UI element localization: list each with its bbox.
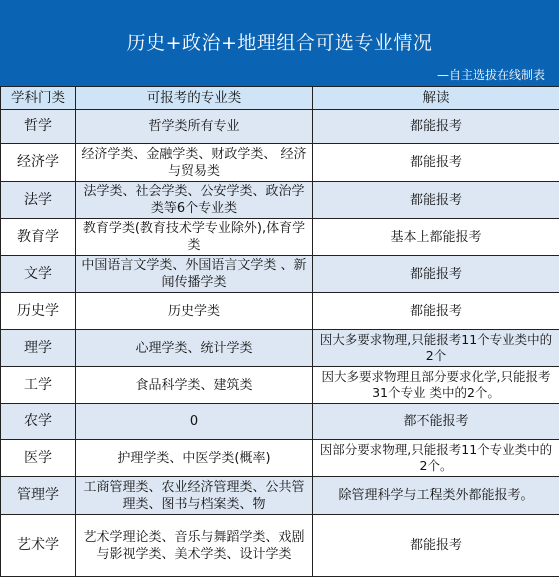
- subject-cell: 文学: [1, 256, 76, 293]
- table-row: [1, 144, 559, 182]
- page-header: [0, 0, 559, 86]
- note-cell: 因部分要求物理,只能报考11个专业类中的2个。: [313, 440, 559, 477]
- note-cell: 都能报考: [313, 293, 559, 330]
- majors-cell: 历史学类: [76, 293, 313, 330]
- column-header-majors: 可报考的专业类: [76, 87, 313, 110]
- table-row: [1, 219, 559, 256]
- majors-cell: 经济学类、金融学类、财政学类、 经济与贸易类: [76, 144, 313, 182]
- column-header-note: 解读: [313, 87, 559, 110]
- majors-cell: 心理学类、统计学类: [76, 330, 313, 367]
- majors-cell: 工商管理类、农业经济管理类、公共管理类、图书与档案类、物: [76, 477, 313, 515]
- page-subtitle: —自主选拔在线制表: [436, 68, 545, 82]
- note-cell: 都能报考: [313, 515, 559, 577]
- subject-cell: 法学: [1, 182, 76, 219]
- note-cell: 都能报考: [313, 144, 559, 182]
- page-title: 历史+政治+地理组合可选专业情况: [126, 32, 433, 54]
- table-row: [1, 110, 559, 144]
- subject-cell: 管理学: [1, 477, 76, 515]
- subject-cell: 工学: [1, 367, 76, 404]
- subject-cell: 医学: [1, 440, 76, 477]
- majors-cell: 教育学类(教育技术学专业除外),体育学类: [76, 219, 313, 256]
- note-cell: 都能报考: [313, 110, 559, 144]
- note-cell: 都能报考: [313, 256, 559, 293]
- subject-cell: 历史学: [1, 293, 76, 330]
- table-row: [1, 293, 559, 330]
- table-row: [1, 404, 559, 440]
- table-row: [1, 367, 559, 404]
- table-row: [1, 440, 559, 477]
- subject-cell: 艺术学: [1, 515, 76, 577]
- note-cell: 除管理科学与工程类外都能报考。: [313, 477, 559, 515]
- subject-cell: 经济学: [1, 144, 76, 182]
- majors-cell: 法学类、社会学类、公安学类、政治学类等6个专业类: [76, 182, 313, 219]
- majors-cell: 中国语言文学类、外国语言文学类 、新闻传播学类: [76, 256, 313, 293]
- table-row: [1, 256, 559, 293]
- majors-table: [0, 86, 559, 577]
- note-cell: 都能报考: [313, 182, 559, 219]
- note-cell: 因大多要求物理,只能报考11个专业类中的2个: [313, 330, 559, 367]
- subject-cell: 理学: [1, 330, 76, 367]
- subject-cell: 农学: [1, 404, 76, 440]
- table-row: [1, 182, 559, 219]
- subject-cell: 哲学: [1, 110, 76, 144]
- majors-cell: 0: [76, 404, 313, 440]
- subject-cell: 教育学: [1, 219, 76, 256]
- table-row: [1, 515, 559, 577]
- column-header-subject: 学科门类: [1, 87, 76, 110]
- majors-cell: 哲学类所有专业: [76, 110, 313, 144]
- majors-cell: 艺术学理论类、音乐与舞蹈学类、戏剧与影视学类、美术学类、设计学类: [76, 515, 313, 577]
- note-cell: 基本上都能报考: [313, 219, 559, 256]
- table-row: [1, 477, 559, 515]
- note-cell: 因大多要求物理且部分要求化学,只能报考31个专业 类中的2个。: [313, 367, 559, 404]
- majors-cell: 护理学类、中医学类(概率): [76, 440, 313, 477]
- table-row: [1, 330, 559, 367]
- table-header-row: [1, 87, 559, 110]
- majors-cell: 食品科学类、建筑类: [76, 367, 313, 404]
- note-cell: 都不能报考: [313, 404, 559, 440]
